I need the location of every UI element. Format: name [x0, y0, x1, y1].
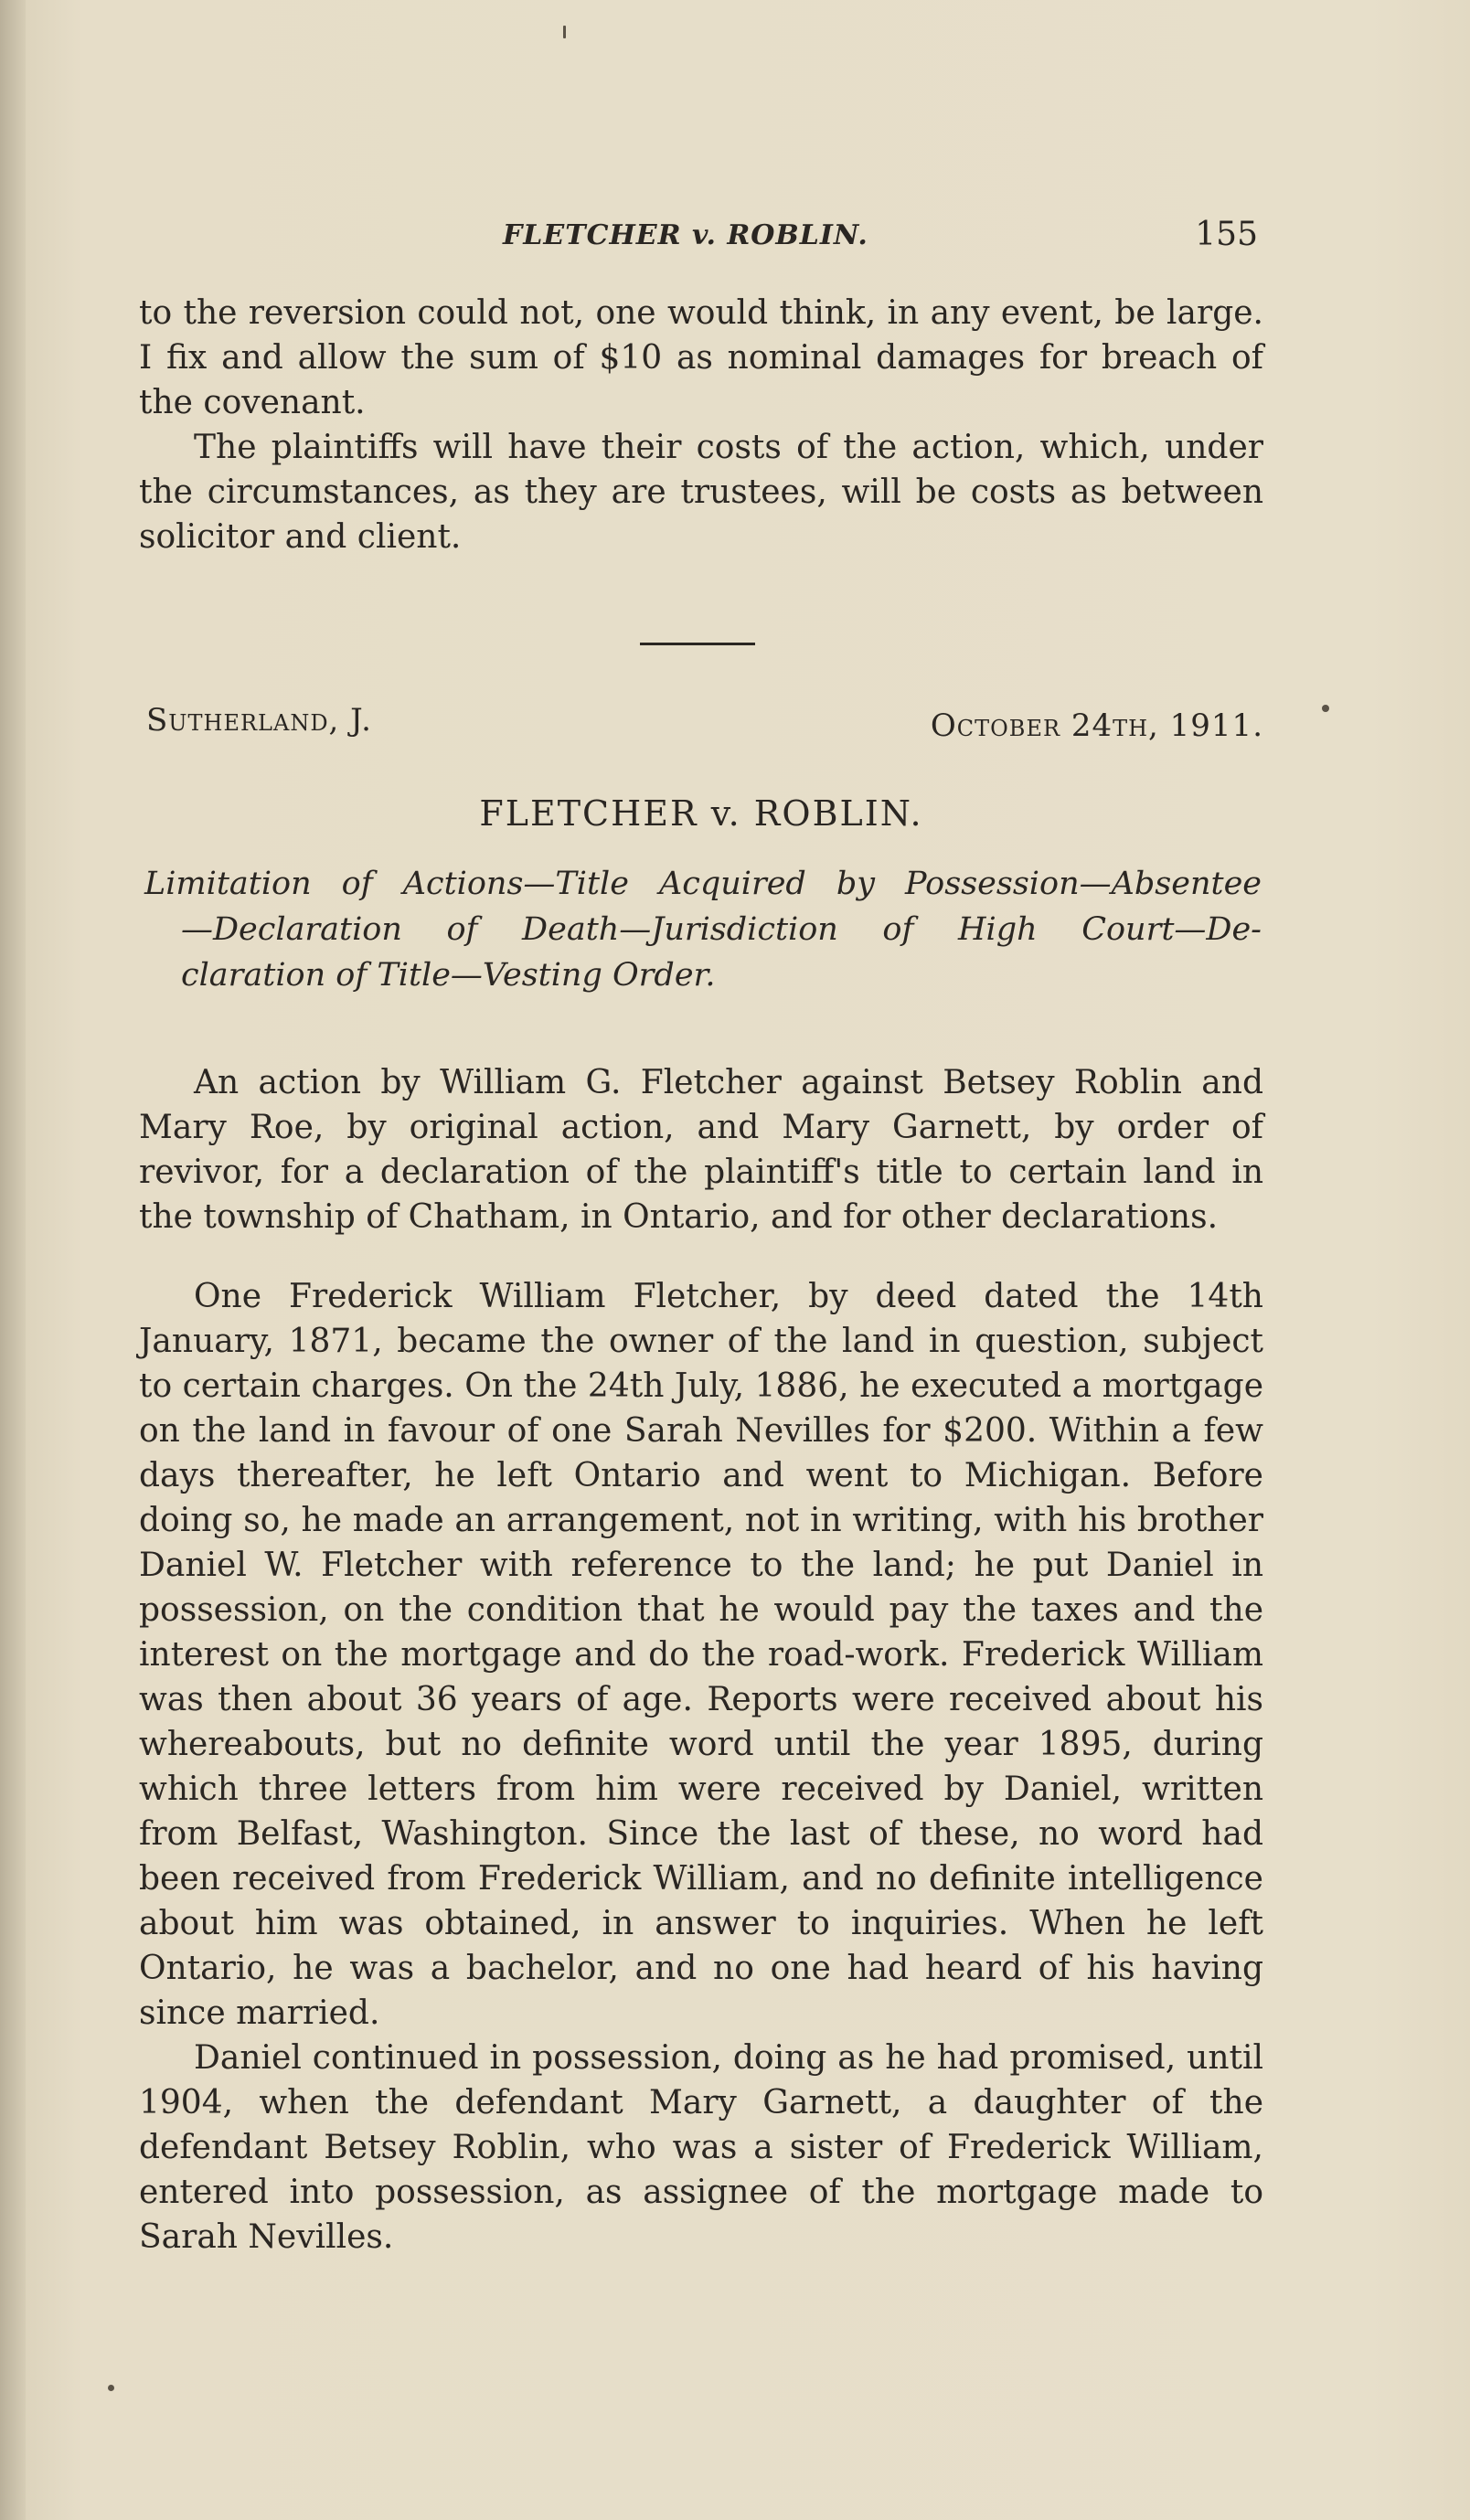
paper-speck [1322, 705, 1329, 712]
running-head [139, 212, 1263, 258]
judge-name: Sutherland, J. [146, 702, 372, 739]
catchwords-line-2: —Declaration of Death—Jurisdiction of High Court—De- [181, 911, 1262, 948]
case-body [139, 1060, 1263, 2259]
case-title: FLETCHER v. ROBLIN. [479, 793, 923, 834]
judgment-date: October 24th, 1911. [930, 707, 1263, 744]
continuation-paragraph-2: The plaintiffs will have their costs of the action, which, under the circumstances, as they are trustees, will be costs as between solicitor and client. [139, 429, 1263, 556]
case-paragraph-2: One Frederick William Fletcher, by deed dated the 14th January, 1871, became the owner of the land in question, subject to certain charges. On the 24th July, 1886, he executed a mortgage on the land in favour of one Sarah Nevilles for $200. Within a few days thereafter, he left Ontario and went to Michigan. Before doing so, he made an arrangement, not in writing, with his brother Daniel W. Fletcher with reference to the land; he put Daniel in possession, on the condition that he would pay the taxes and the interest on the mortgage and do the road-work. Frederick William was then about 36 years of age. Reports were received about his whereabouts, but no definite word until the year 1895, during which three letters from him were received by Daniel, written from Belfast, Washington. Since the last of these, no word had been received from Frederick William, and no definite intelligence about him was obtained, in answer to inquiries. When he left Ontario, he was a bachelor, and no one had heard of his having since married. [139, 1278, 1263, 2032]
section-divider [640, 643, 755, 645]
judgment-header [146, 702, 1263, 748]
paper-speck [563, 26, 566, 38]
continuation-text [139, 291, 1263, 559]
book-gutter-shadow [0, 0, 26, 2520]
continuation-paragraph-1: to the reversion could not, one would think, in any event, be large. I fix and allow the sum of $10 as nominal damages for breach of the covenant. [139, 294, 1263, 421]
case-paragraph-1: An action by William G. Fletcher against Betsey Roblin and Mary Roe, by original action, and Mary Garnett, by order of revivor, for a declaration of the plaintiff's title to certain land in the township of Chatham, in Ontario, and for other declarations. [139, 1064, 1263, 1236]
catchwords [144, 861, 1262, 998]
page-number: 155 [1195, 216, 1258, 253]
running-head-title: FLETCHER v. ROBLIN. [503, 219, 868, 251]
catchwords-line-1: Limitation of Actions—Title Acquired by Possession—Absentee [144, 866, 1262, 902]
catchwords-line-3: claration of Title—Vesting Order. [181, 957, 716, 994]
case-paragraph-3: Daniel continued in possession, doing as he had promised, until 1904, when the defendant Mary Garnett, a daughter of the defendant Betsey Roblin, who was a sister of Frederick William, entered into possession, as assignee of the mortgage made to Sarah Nevilles. [139, 2039, 1263, 2256]
paper-speck [108, 2385, 114, 2391]
